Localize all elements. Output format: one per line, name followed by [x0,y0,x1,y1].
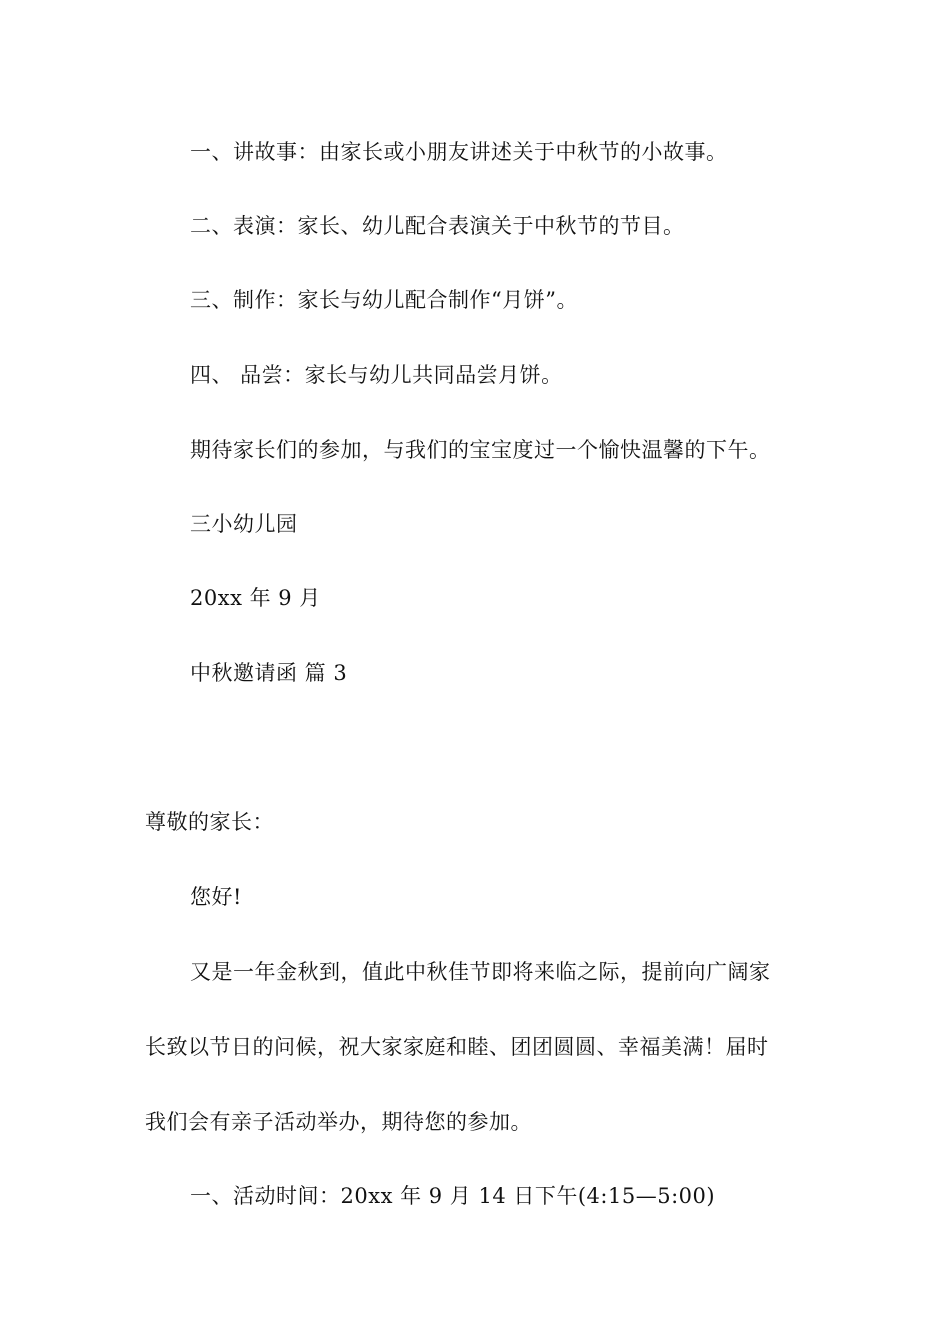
activity-time: 一、活动时间：20xx 年 9 月 14 日下午(4:15—5:00) [190,1184,716,1208]
body-paragraph-line: 长致以节日的问候，祝大家家庭和睦、团团圆圆、幸福美满！届时 [145,1035,769,1059]
greeting: 您好! [190,885,242,909]
activity-item-tasting: 四、 品尝：家长与幼儿共同品尝月饼。 [190,363,563,387]
activity-item-storytelling: 一、讲故事：由家长或小朋友讲述关于中秋节的小故事。 [190,140,728,164]
body-paragraph-line: 我们会有亲子活动举办，期待您的参加。 [145,1110,532,1134]
signature-date: 20xx 年 9 月 [190,586,321,610]
signature-organization: 三小幼儿园 [190,512,298,536]
closing-paragraph: 期待家长们的参加，与我们的宝宝度过一个愉快温馨的下午。 [190,438,771,462]
activity-item-making: 三、制作：家长与幼儿配合制作“月饼”。 [190,288,578,312]
section-title: 中秋邀请函 篇 3 [190,661,348,685]
salutation: 尊敬的家长： [145,810,274,834]
activity-item-performance: 二、表演：家长、幼儿配合表演关于中秋节的节目。 [190,214,685,238]
body-paragraph-line: 又是一年金秋到，值此中秋佳节即将来临之际，提前向广阔家 [190,960,771,984]
